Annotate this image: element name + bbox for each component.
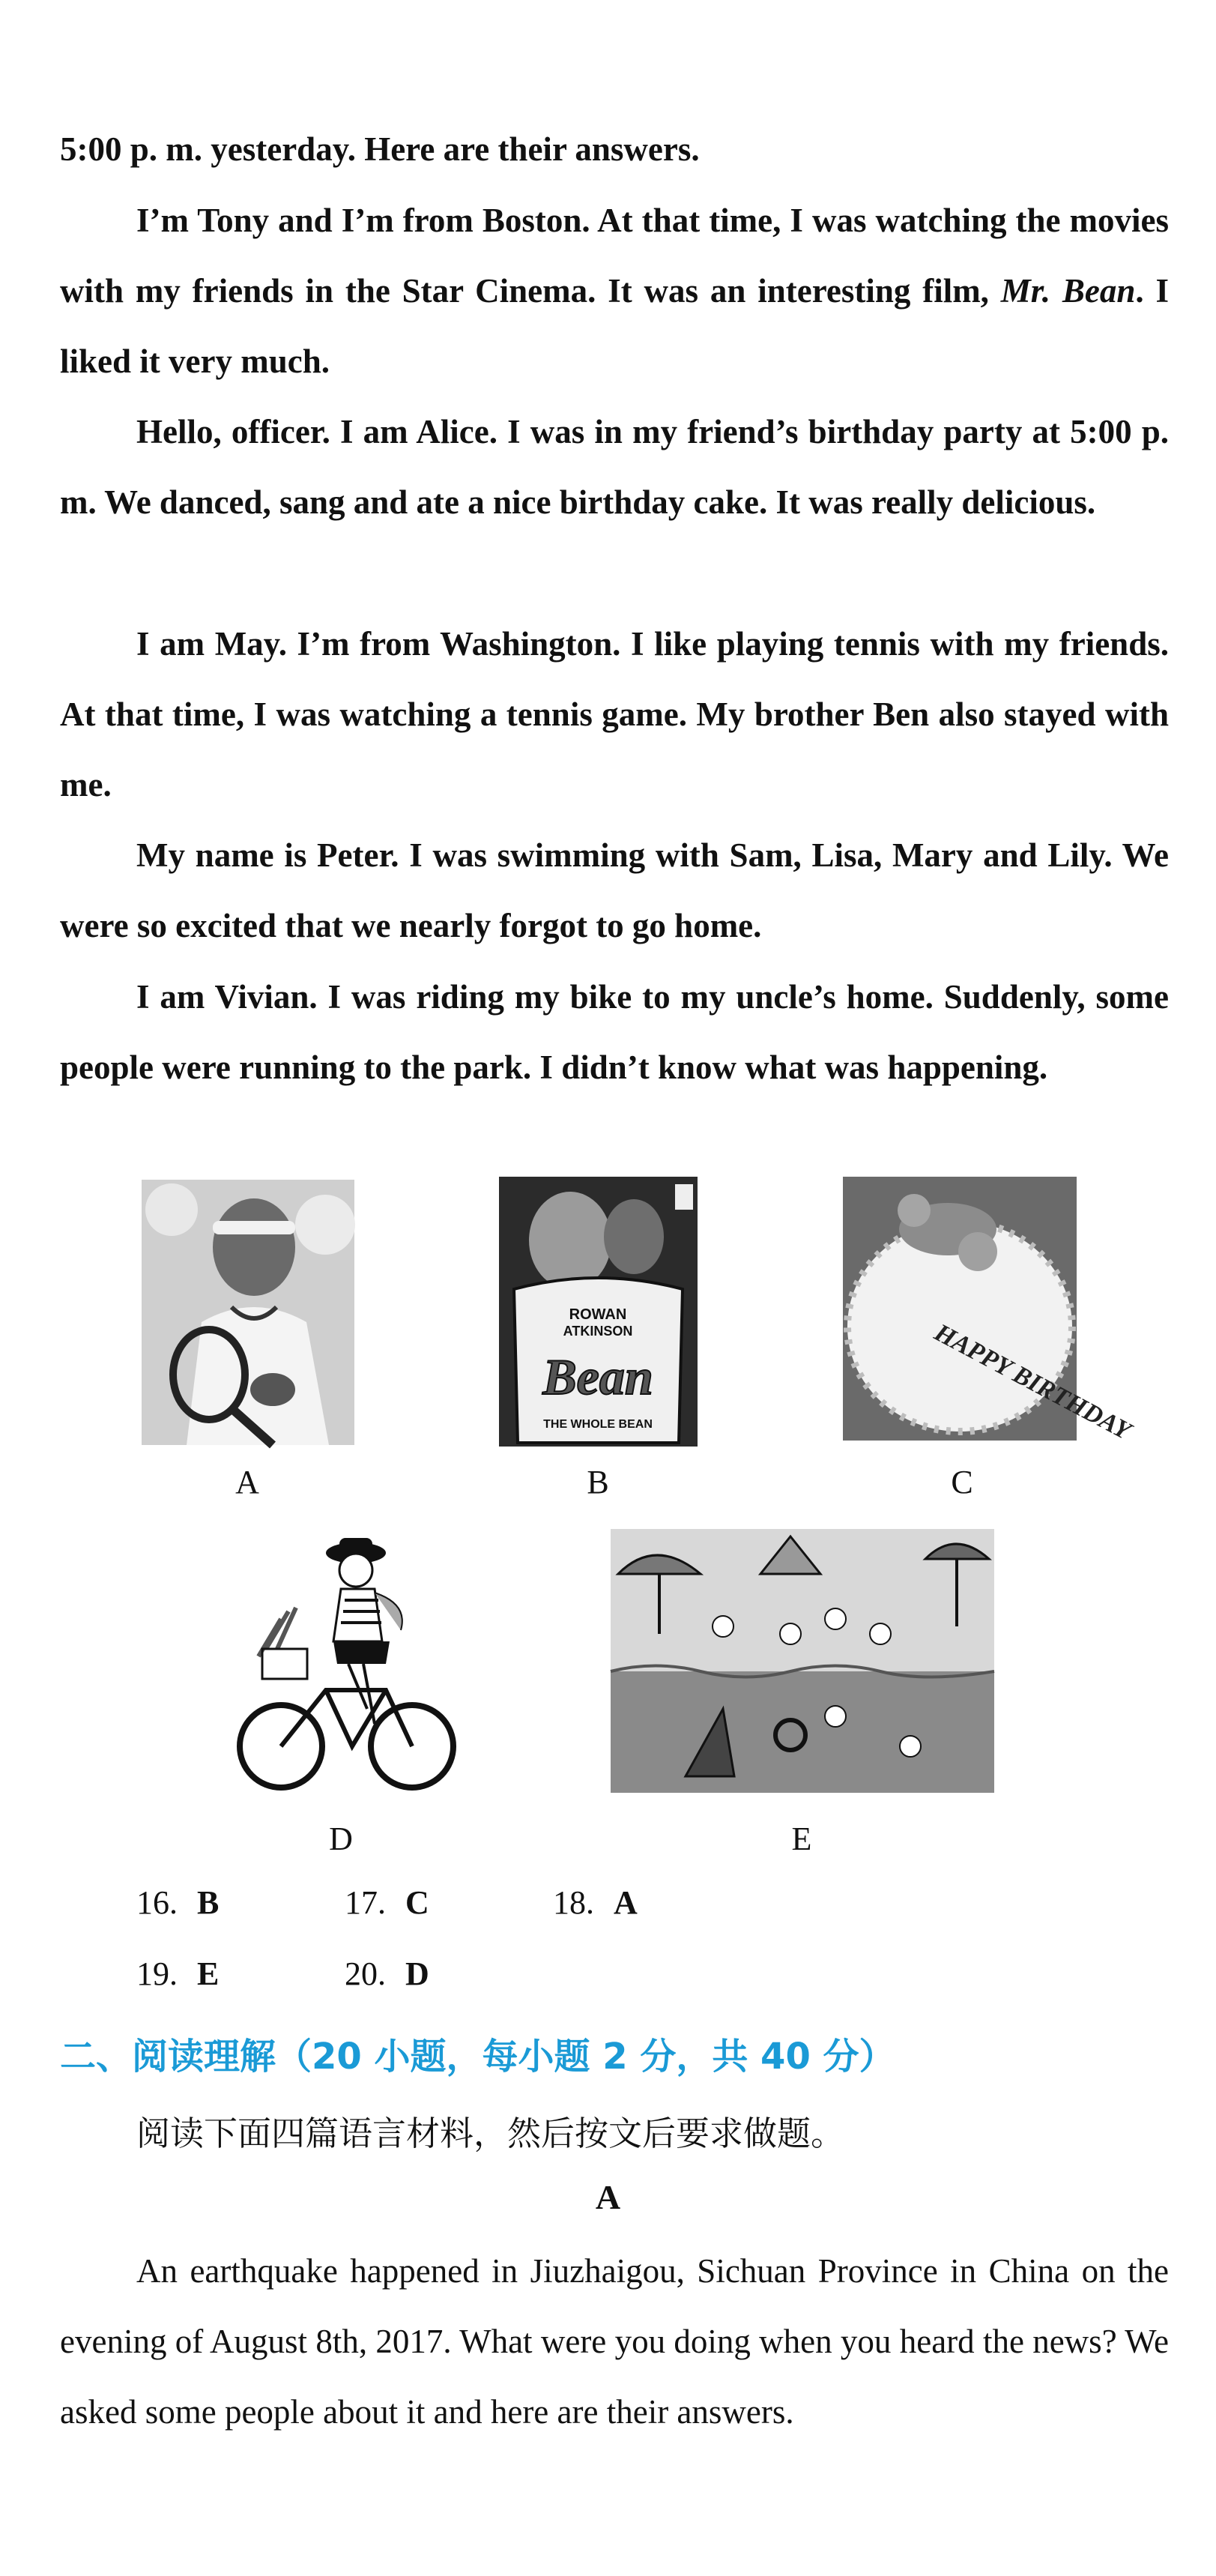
answer-value: D bbox=[405, 1955, 429, 1992]
answer-number: 18. bbox=[553, 1884, 594, 1921]
vivian-text: I am Vivian. I was riding my bike to my uncle’s home. Suddenly, some people were running to the park. I didn’t know what was happening. bbox=[60, 978, 1169, 1086]
picture-label-c: C bbox=[951, 1464, 973, 1500]
mr-bean-poster bbox=[499, 1177, 698, 1447]
picture-label-d: D bbox=[329, 1821, 353, 1857]
paragraph-alice bbox=[60, 396, 1169, 537]
reading-paragraph bbox=[60, 2236, 1169, 2447]
girl-riding-bike-drawing bbox=[236, 1536, 461, 1803]
alice-text: Hello, officer. I am Alice. I was in my friend’s birthday party at 5:00 p. m. We danced, sang and ate a nice birthday cake. It was really delicious. bbox=[60, 413, 1169, 521]
svg-text:ROWAN: ROWAN bbox=[569, 1306, 627, 1323]
peter-text: My name is Peter. I was swimming with Sam, Lisa, Mary and Lily. We were so excited that we nearly forgot to go home. bbox=[60, 836, 1169, 944]
paragraph-tony bbox=[60, 185, 1169, 396]
beach-swimming-drawing bbox=[611, 1529, 994, 1793]
passage-part-label: A bbox=[595, 2178, 621, 2216]
tennis-player-photo bbox=[142, 1180, 354, 1445]
section-heading: 二、阅读理解（20 小题，每小题 2 分，共 40 分） bbox=[60, 2036, 895, 2078]
cake-text: HAPPY BIRTHDAY bbox=[930, 1318, 1136, 1446]
answer-value: A bbox=[614, 1884, 638, 1921]
paragraph-peter bbox=[60, 820, 1169, 961]
answer-number: 19. bbox=[136, 1955, 178, 1992]
answer-number: 16. bbox=[136, 1884, 178, 1921]
may-text: I am May. I’m from Washington. I like playing tennis with my friends. At that time, I was watching a tennis game. My brother Ben also stayed with me. bbox=[60, 625, 1169, 803]
picture-label-e: E bbox=[791, 1821, 812, 1857]
answer-19 bbox=[136, 1955, 219, 1993]
paragraph-vivian bbox=[60, 962, 1169, 1103]
tony-film-title: Mr. Bean bbox=[1000, 272, 1136, 310]
birthday-cake-photo bbox=[843, 1177, 1136, 1446]
section-instruction: 阅读下面四篇语言材料，然后按文后要求做题。 bbox=[136, 2114, 845, 2153]
paragraph-may bbox=[60, 609, 1169, 820]
picture-label-a: A bbox=[235, 1464, 259, 1500]
answer-number: 17. bbox=[345, 1884, 386, 1921]
passage-line-1: 5:00 p. m. yesterday. Here are their answers. bbox=[60, 130, 700, 168]
answer-value: E bbox=[197, 1955, 220, 1992]
reading-paragraph-text: An earthquake happened in Jiuzhaigou, Sichuan Province in China on the evening of August 8th, 2017. What were you doing when you heard the news? We asked some people about it and here are their answers. bbox=[60, 2252, 1169, 2431]
tony-text-pre: I’m Tony and I’m from Boston. At that time, I was watching the movies with my friends in the Star Cinema. It was an interesting film, bbox=[60, 202, 1169, 310]
answer-value: B bbox=[197, 1884, 220, 1921]
answer-value: C bbox=[405, 1884, 429, 1921]
picture-label-b: B bbox=[587, 1464, 609, 1500]
answer-number: 20. bbox=[345, 1955, 386, 1992]
answer-20 bbox=[345, 1955, 429, 1993]
answer-17 bbox=[345, 1883, 429, 1922]
svg-text:Bean: Bean bbox=[542, 1348, 653, 1405]
answer-16 bbox=[136, 1883, 219, 1922]
answer-18 bbox=[553, 1883, 638, 1922]
tony-text-post: . I liked it very much. bbox=[60, 272, 1169, 380]
svg-text:THE WHOLE BEAN: THE WHOLE BEAN bbox=[543, 1418, 653, 1431]
svg-text:ATKINSON: ATKINSON bbox=[563, 1324, 633, 1339]
